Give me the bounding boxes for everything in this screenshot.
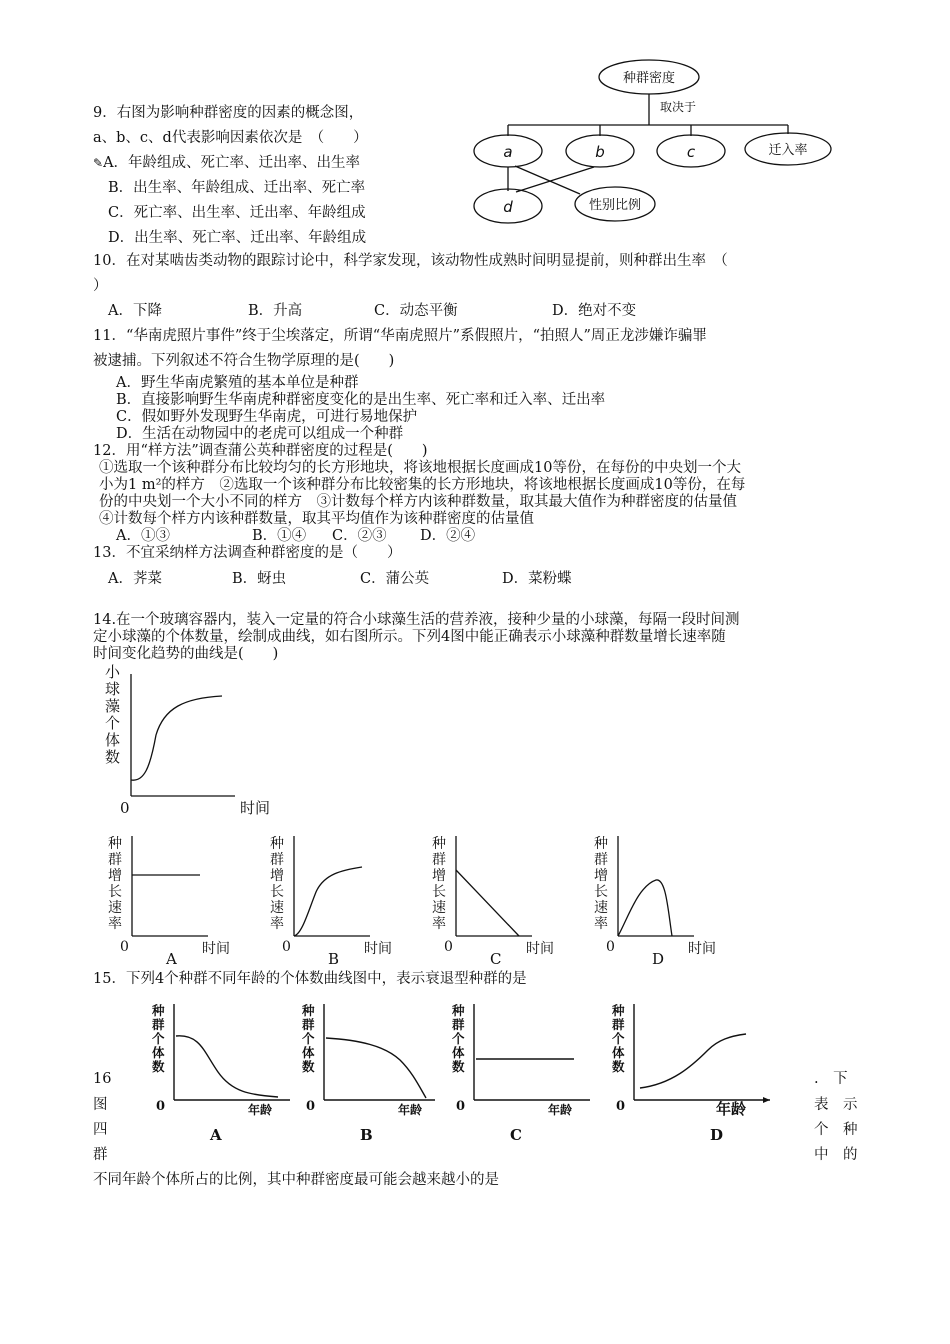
q14-sub-curve — [294, 867, 362, 936]
q9-option-a[interactable]: ✎A．年龄组成、死亡率、迁出率、出生率 — [93, 155, 361, 171]
q14-main-xlabel: 时间 — [240, 799, 271, 817]
q12-statement-line4: ④计数每个样方内该种群数量，取其平均值作为该种群密度的估量值 — [99, 511, 534, 527]
q11-option-b[interactable]: B．直接影响野生华南虎种群密度变化的是出生率、死亡率和迁入率、迁出率 — [116, 392, 606, 408]
q14-sub-curve — [618, 880, 672, 936]
q14-sub-ylabel-char: 种 — [432, 836, 446, 852]
q15-ylabel-char: 种 — [452, 1003, 465, 1018]
q15-curve — [640, 1034, 746, 1088]
q14-main-ylabel-char: 数 — [105, 748, 121, 766]
q10-stem-line2: ） — [93, 278, 108, 294]
q14-sub-ylabel-char: 率 — [270, 916, 284, 932]
q15-ylabel-char: 数 — [302, 1059, 315, 1074]
node-a-label: a — [503, 143, 513, 161]
q15-letter: B — [360, 1126, 373, 1144]
q15-ylabel-char: 个 — [452, 1031, 465, 1046]
q15-xlabel: 年龄 — [716, 1100, 747, 1118]
q16-left-char-3: 四 — [93, 1122, 108, 1138]
q11-option-c[interactable]: C．假如野外发现野生华南虎，可进行易地保护 — [116, 409, 418, 425]
q14-sub-ylabel-char: 长 — [432, 884, 446, 900]
q14-sub-ylabel-char: 速 — [432, 900, 446, 916]
q14-sub-ylabel-char: 群 — [108, 852, 122, 868]
q14-sub-origin: 0 — [606, 939, 615, 955]
q14-sub-ylabel-char: 速 — [270, 900, 284, 916]
q9-option-b[interactable]: B．出生率、年龄组成、迁出率、死亡率 — [108, 180, 366, 196]
q14-sub-ylabel-char: 增 — [594, 868, 608, 884]
q14-main-ylabel-char: 球 — [105, 680, 121, 698]
q11-option-a[interactable]: A．野生华南虎繁殖的基本单位是种群 — [116, 375, 359, 391]
q15-xlabel: 年龄 — [548, 1103, 573, 1117]
q13-stem: 13．不宜采纳样方法调查种群密度的是（ ） — [93, 545, 402, 561]
q10-option-c[interactable]: C．动态平衡 — [374, 303, 458, 319]
q11-stem-line2: 被逮捕。下列叙述不符合生物学原理的是( ) — [93, 353, 395, 369]
q15-xlabel: 年龄 — [248, 1103, 273, 1117]
q14-sub-ylabel-char: 种 — [108, 836, 122, 852]
q14-sub-ylabel-char: 率 — [594, 916, 608, 932]
q15-ylabel-char: 个 — [152, 1031, 165, 1046]
q14-sub-ylabel-char: 种 — [270, 836, 284, 852]
q14-sub-ylabel-char: 群 — [270, 852, 284, 868]
q14-sub-ylabel-char: 增 — [270, 868, 284, 884]
q10-option-d[interactable]: D．绝对不变 — [552, 303, 637, 319]
q14-sub-ylabel-char: 速 — [594, 900, 608, 916]
q15-ylabel-char: 群 — [302, 1017, 315, 1032]
q16-right-chars-1: . 下 — [814, 1071, 848, 1087]
q14-sub-ylabel-char: 种 — [594, 836, 608, 852]
q15-origin: 0 — [306, 1099, 316, 1114]
q14-sub-origin: 0 — [282, 939, 291, 955]
node-c-label: c — [686, 143, 696, 161]
q15-curve — [176, 1036, 278, 1097]
q16-right-chars-3: 个 种 — [814, 1122, 858, 1138]
q12-option-d[interactable]: D．②④ — [420, 528, 476, 544]
q15-ylabel-char: 体 — [612, 1045, 625, 1060]
q13-option-c[interactable]: C．蒲公英 — [360, 571, 430, 587]
q16-last-line: 不同年龄个体所占的比例，其中种群密度最可能会越来越小的是 — [93, 1172, 499, 1188]
q15-chart-d[interactable] — [600, 1000, 780, 1150]
q14-sub-ylabel-char: 长 — [594, 884, 608, 900]
q12-stem: 12．用“样方法”调查蒲公英种群密度的过程是( ) — [93, 443, 428, 459]
q14-sub-origin: 0 — [120, 939, 129, 955]
q15-letter: C — [510, 1126, 522, 1144]
q16-left-char-4: 群 — [93, 1147, 108, 1163]
node-immigration-label: 迁入率 — [768, 143, 808, 158]
q14-main-ylabel-vertical — [105, 664, 121, 766]
q14-main-origin: 0 — [120, 799, 130, 817]
q13-option-a[interactable]: A．荠菜 — [108, 571, 162, 587]
q10-stem-line1: 10．在对某啮齿类动物的跟踪讨论中，科学家发现，该动物性成熟时间明显提前，则种群出生率 （ — [93, 253, 728, 269]
q15-curve — [326, 1038, 426, 1098]
q12-statement-line3: 份的中央划一个大小不同的样方 ③计数每个样方内该种群数量，取其最大值作为种群密度的估量值 — [99, 494, 737, 510]
q16-left-char-2: 图 — [93, 1097, 108, 1113]
q11-option-d[interactable]: D．生活在动物园中的老虎可以组成一个种群 — [116, 426, 404, 442]
q14-sub-xlabel: 时间 — [364, 941, 392, 957]
q15-ylabel-char: 种 — [612, 1003, 625, 1018]
q14-stem-line1: 14.在一个玻璃容器内，装入一定量的符合小球藻生活的营养液，接种少量的小球藻，每隔一段时间测 — [93, 612, 740, 628]
q14-sub-letter: C — [490, 950, 502, 968]
q14-stem-line2: 定小球藻的个体数量，绘制成曲线，如右图所示。下列4图中能正确表示小球藻种群数量增长速率随 — [93, 629, 726, 645]
q15-ylabel-char: 群 — [612, 1017, 625, 1032]
q14-sub-chart-d[interactable] — [586, 830, 746, 968]
q14-sub-ylabel-char: 速 — [108, 900, 122, 916]
q14-sub-curve — [456, 870, 519, 936]
node-d-label: d — [503, 198, 513, 216]
q14-main-ylabel-char: 个 — [105, 714, 121, 732]
q10-option-a[interactable]: A．下降 — [108, 303, 162, 319]
q14-sub-ylabel-char: 长 — [270, 884, 284, 900]
q14-sub-ylabel-char: 群 — [594, 852, 608, 868]
node-population-density-label: 种群密度 — [622, 71, 676, 86]
q14-sub-origin: 0 — [444, 939, 453, 955]
q9-stem-line2: a、b、c、d代表影响因素依次是 （ ） — [93, 130, 368, 146]
q12-option-c[interactable]: C．②③ — [332, 528, 387, 544]
q15-origin: 0 — [156, 1099, 166, 1114]
q14-stem-line3: 时间变化趋势的曲线是( ) — [93, 646, 279, 662]
q15-ylabel-char: 个 — [302, 1031, 315, 1046]
q15-origin: 0 — [616, 1099, 626, 1114]
q13-option-b[interactable]: B．蚜虫 — [232, 571, 287, 587]
q15-origin: 0 — [456, 1099, 466, 1114]
q16-right-chars-2: 表 示 — [814, 1097, 858, 1113]
q12-statement-line1: ①选取一个该种群分布比较均匀的长方形地块，将该地根据长度画成10等份，在每份的中央划一个大 — [99, 460, 741, 476]
q14-main-ylabel-char: 藻 — [105, 697, 121, 715]
q14-main-s-curve — [131, 696, 222, 780]
q15-ylabel-char: 种 — [152, 1003, 165, 1018]
q14-main-ylabel-char: 体 — [105, 731, 121, 749]
q14-sub-chart-a[interactable] — [100, 830, 260, 968]
q11-stem-line1: 11．“华南虎照片事件”终于尘埃落定，所谓“华南虎照片”系假照片，“拍照人”周正龙涉嫌诈骗罪 — [93, 328, 707, 344]
q14-sub-xlabel: 时间 — [526, 941, 554, 957]
q14-sub-ylabel-char: 增 — [108, 868, 122, 884]
q14-sub-letter: B — [328, 950, 340, 968]
q15-ylabel-char: 群 — [452, 1017, 465, 1032]
q10-option-b[interactable]: B．升高 — [248, 303, 303, 319]
q14-sub-letter: D — [652, 950, 665, 968]
q14-sub-chart-b[interactable] — [262, 830, 422, 968]
pen-mark-icon: ✎ — [93, 156, 104, 170]
q14-sub-ylabel-char: 率 — [108, 916, 122, 932]
q14-sub-xlabel: 时间 — [202, 941, 230, 957]
q15-chart-c[interactable] — [440, 1000, 620, 1150]
q9-concept-diagram — [470, 58, 850, 233]
q13-option-d[interactable]: D．菜粉蝶 — [502, 571, 572, 587]
q14-sub-letter: A — [166, 950, 177, 968]
q14-sub-ylabel-char: 增 — [432, 868, 446, 884]
q15-ylabel-char: 数 — [612, 1059, 625, 1074]
q14-sub-xlabel: 时间 — [688, 941, 716, 957]
q14-main-chart — [100, 660, 300, 820]
q14-sub-chart-c[interactable] — [424, 830, 584, 968]
q12-option-a[interactable]: A．①③ — [116, 528, 170, 544]
q14-sub-ylabel-char: 群 — [432, 852, 446, 868]
q15-xlabel: 年龄 — [398, 1103, 423, 1117]
q15-ylabel-char: 体 — [152, 1045, 165, 1060]
q15-ylabel-char: 个 — [612, 1031, 625, 1046]
node-sex-ratio-label: 性别比例 — [588, 198, 642, 213]
q15-ylabel-char: 群 — [152, 1017, 165, 1032]
decides-by-label: 取决于 — [659, 100, 697, 114]
x-axis-arrow-icon — [763, 1097, 770, 1103]
node-b-label: b — [595, 143, 605, 161]
q9-option-d[interactable]: D．出生率、死亡率、迁出率、年龄组成 — [108, 230, 367, 246]
q15-ylabel-char: 数 — [452, 1059, 465, 1074]
q12-option-b[interactable]: B．①④ — [252, 528, 307, 544]
q15-ylabel-char: 数 — [152, 1059, 165, 1074]
q15-ylabel-char: 体 — [302, 1045, 315, 1060]
q15-letter: A — [210, 1126, 222, 1144]
q15-letter: D — [710, 1126, 724, 1144]
q15-ylabel-char: 体 — [452, 1045, 465, 1060]
q15-ylabel-char: 种 — [302, 1003, 315, 1018]
q16-left-char-1: 16 — [93, 1071, 112, 1087]
q16-right-chars-4: 中 的 — [814, 1147, 858, 1163]
q15-stem: 15．下列4个种群不同年龄的个体数曲线图中，表示衰退型种群的是 — [93, 971, 527, 987]
q14-sub-ylabel-char: 率 — [432, 916, 446, 932]
q12-statement-line2: 小为1 m²的样方 ②选取一个该种群分布比较密集的长方形地块，将该地根据长度画成10等份，在每 — [99, 477, 746, 493]
q9-option-c[interactable]: C．死亡率、出生率、迁出率、年龄组成 — [108, 205, 366, 221]
q14-main-ylabel-char: 小 — [105, 663, 121, 681]
q14-sub-ylabel-char: 长 — [108, 884, 122, 900]
q9-stem-line1: 9．右图为影响种群密度的因素的概念图， — [93, 105, 364, 121]
